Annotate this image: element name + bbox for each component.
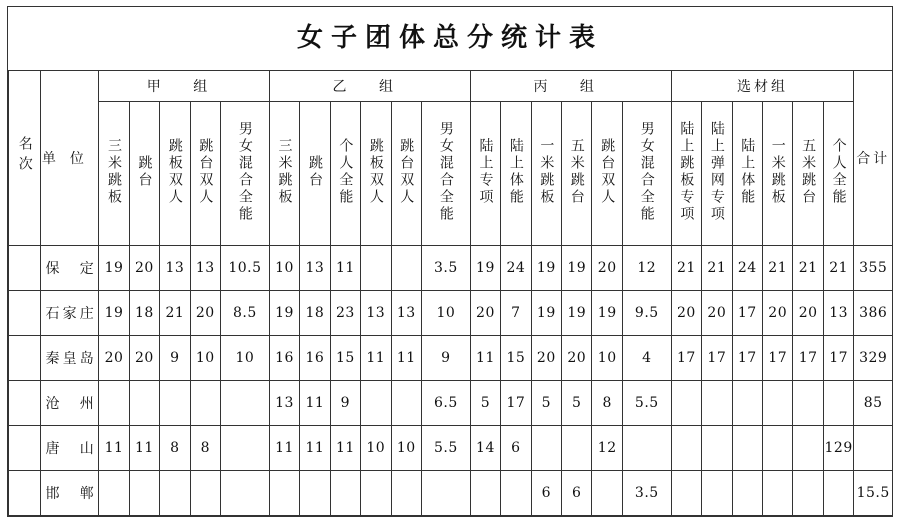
- event-header-label: 三米跳板: [276, 137, 293, 206]
- score-cell: [732, 381, 762, 426]
- score-cell: 20: [793, 291, 823, 336]
- score-cell: 13: [269, 381, 299, 426]
- score-cell: 5.5: [622, 381, 671, 426]
- event-header-xuancai-4: [793, 102, 823, 246]
- score-cell: 20: [129, 246, 159, 291]
- total-cell: 129: [823, 426, 854, 471]
- score-cell: 20: [702, 291, 732, 336]
- event-header-label: 跳台双人: [398, 137, 415, 206]
- score-cell: 19: [562, 246, 592, 291]
- score-cell: 19: [592, 291, 622, 336]
- total-header: 合计: [854, 71, 893, 246]
- score-cell: [823, 471, 854, 516]
- event-header-label: 陆上体能: [507, 137, 524, 206]
- score-cell: 6: [531, 471, 561, 516]
- score-cell: 11: [391, 336, 421, 381]
- score-cell: [531, 426, 561, 471]
- total-cell: 15.5: [854, 471, 893, 516]
- score-cell: 17: [823, 336, 854, 381]
- table-row: [9, 426, 893, 471]
- score-cell: 17: [671, 336, 701, 381]
- score-cell: 19: [470, 246, 500, 291]
- score-cell: 19: [99, 246, 129, 291]
- score-cell: 11: [470, 336, 500, 381]
- total-cell: 355: [854, 246, 893, 291]
- score-cell: 13: [361, 291, 391, 336]
- score-cell: 6: [501, 426, 531, 471]
- event-header-label: 跳台双人: [197, 137, 214, 206]
- score-cell: [732, 471, 762, 516]
- event-header-jia-4: [221, 102, 270, 246]
- event-header-bing-0: [470, 102, 500, 246]
- score-cell: 20: [129, 336, 159, 381]
- total-cell: 329: [854, 336, 893, 381]
- score-cell: 9.5: [622, 291, 671, 336]
- score-cell: 21: [763, 246, 793, 291]
- event-header-row: [9, 102, 893, 246]
- score-cell: 21: [702, 246, 732, 291]
- event-header-bing-4: [592, 102, 622, 246]
- score-cell: 10: [269, 246, 299, 291]
- event-header-bing-3: [562, 102, 592, 246]
- unit-cell: 邯 郸: [41, 471, 99, 516]
- score-cell: [190, 471, 220, 516]
- event-header-label: 跳台双人: [599, 137, 616, 206]
- score-cell: 13: [190, 246, 220, 291]
- total-cell: 386: [854, 291, 893, 336]
- score-cell: 19: [562, 291, 592, 336]
- score-cell: [732, 426, 762, 471]
- score-cell: 8.5: [221, 291, 270, 336]
- score-cell: [330, 471, 360, 516]
- score-cell: [129, 381, 159, 426]
- score-cell: 12: [592, 426, 622, 471]
- score-cell: 11: [99, 426, 129, 471]
- score-cell: 10: [190, 336, 220, 381]
- score-cell: 20: [671, 291, 701, 336]
- event-header-label: 男女混合全能: [437, 120, 454, 223]
- event-header-label: 一米跳板: [538, 137, 555, 206]
- event-header-label: 五米跳台: [568, 137, 585, 206]
- score-cell: 20: [562, 336, 592, 381]
- score-cell: [793, 426, 823, 471]
- score-cell: 10: [592, 336, 622, 381]
- event-header-xuancai-0: [671, 102, 701, 246]
- score-cell: [99, 471, 129, 516]
- event-header-jia-1: [129, 102, 159, 246]
- score-cell: [129, 471, 159, 516]
- group-jia-header: 甲 组: [99, 71, 270, 102]
- score-cell: 17: [732, 291, 762, 336]
- score-cell: 16: [300, 336, 330, 381]
- score-cell: [221, 381, 270, 426]
- score-cell: 17: [501, 381, 531, 426]
- score-cell: [562, 426, 592, 471]
- table-row: [9, 336, 893, 381]
- score-cell: 5: [531, 381, 561, 426]
- score-cell: 10: [391, 426, 421, 471]
- score-cell: [622, 426, 671, 471]
- rank-cell: [9, 291, 41, 336]
- group-xuancai-header: 选材组: [671, 71, 854, 102]
- score-cell: 10.5: [221, 246, 270, 291]
- unit-cell: 唐 山: [41, 426, 99, 471]
- score-cell: [592, 471, 622, 516]
- page-title: 女子团体总分统计表: [296, 23, 603, 53]
- event-header-label: 个人全能: [337, 137, 354, 206]
- event-header-bing-5: [622, 102, 671, 246]
- table-row: [9, 246, 893, 291]
- event-header-xuancai-1: [702, 102, 732, 246]
- score-cell: 24: [501, 246, 531, 291]
- event-header-yi-4: [391, 102, 421, 246]
- score-sheet: [7, 6, 893, 517]
- score-cell: 10: [361, 426, 391, 471]
- event-header-yi-5: [421, 102, 470, 246]
- event-header-xuancai-2: [732, 102, 762, 246]
- score-cell: [190, 381, 220, 426]
- score-cell: [160, 381, 190, 426]
- score-cell: 20: [190, 291, 220, 336]
- score-cell: 9: [160, 336, 190, 381]
- score-cell: 13: [160, 246, 190, 291]
- table-row: [9, 291, 893, 336]
- total-cell: 85: [854, 381, 893, 426]
- event-header-label: 一米跳板: [769, 137, 786, 206]
- score-cell: 9: [330, 381, 360, 426]
- group-header-row: [9, 71, 893, 102]
- score-cell: [300, 471, 330, 516]
- score-cell: 9: [421, 336, 470, 381]
- score-cell: [221, 471, 270, 516]
- score-cell: [763, 426, 793, 471]
- event-header-jia-3: [190, 102, 220, 246]
- score-cell: 24: [732, 246, 762, 291]
- score-cell: 3.5: [421, 246, 470, 291]
- event-header-label: 跳台: [136, 154, 153, 189]
- score-cell: 20: [592, 246, 622, 291]
- event-header-xuancai-5: [823, 102, 854, 246]
- score-cell: 11: [300, 426, 330, 471]
- score-cell: [269, 471, 299, 516]
- score-cell: 5: [562, 381, 592, 426]
- score-cell: [501, 471, 531, 516]
- unit-cell: 沧 州: [41, 381, 99, 426]
- score-cell: 17: [763, 336, 793, 381]
- score-cell: 11: [300, 381, 330, 426]
- event-header-label: 跳板双人: [166, 137, 183, 206]
- score-cell: [361, 471, 391, 516]
- score-cell: 21: [823, 246, 854, 291]
- score-cell: 20: [99, 336, 129, 381]
- score-cell: [793, 471, 823, 516]
- score-cell: 7: [501, 291, 531, 336]
- event-header-yi-3: [361, 102, 391, 246]
- score-cell: 17: [732, 336, 762, 381]
- event-header-label: 陆上专项: [477, 137, 494, 206]
- group-yi-header: 乙 组: [269, 71, 470, 102]
- table-row: [9, 471, 893, 516]
- score-cell: [361, 381, 391, 426]
- rank-cell: [9, 381, 41, 426]
- score-cell: 12: [622, 246, 671, 291]
- group-bing-header: 丙 组: [470, 71, 671, 102]
- table-row: [9, 381, 893, 426]
- score-cell: 13: [300, 246, 330, 291]
- score-cell: 19: [99, 291, 129, 336]
- unit-cell: 保 定: [41, 246, 99, 291]
- score-cell: [671, 381, 701, 426]
- score-cell: [702, 426, 732, 471]
- score-cell: 11: [330, 246, 360, 291]
- score-cell: 18: [129, 291, 159, 336]
- score-cell: 20: [531, 336, 561, 381]
- score-table: [8, 70, 893, 516]
- score-cell: 11: [269, 426, 299, 471]
- score-cell: 18: [300, 291, 330, 336]
- score-cell: 6.5: [421, 381, 470, 426]
- event-header-label: 跳台: [306, 154, 323, 189]
- score-cell: 15: [501, 336, 531, 381]
- score-cell: [763, 471, 793, 516]
- score-cell: 17: [793, 336, 823, 381]
- rank-cell: [9, 246, 41, 291]
- score-cell: 8: [592, 381, 622, 426]
- event-header-label: 陆上弹网专项: [708, 120, 725, 223]
- score-cell: [702, 471, 732, 516]
- score-cell: [221, 426, 270, 471]
- score-cell: 10: [421, 291, 470, 336]
- score-cell: [391, 471, 421, 516]
- event-header-label: 陆上跳板专项: [678, 120, 695, 223]
- event-header-label: 男女混合全能: [638, 120, 655, 223]
- score-cell: [99, 381, 129, 426]
- event-header-yi-1: [300, 102, 330, 246]
- score-cell: 6: [562, 471, 592, 516]
- score-cell: 19: [531, 291, 561, 336]
- score-cell: 19: [269, 291, 299, 336]
- score-cell: [361, 246, 391, 291]
- event-header-label: 个人全能: [830, 137, 847, 206]
- score-cell: 21: [160, 291, 190, 336]
- score-cell: 13: [823, 291, 854, 336]
- score-cell: [391, 246, 421, 291]
- event-header-label: 跳板双人: [367, 137, 384, 206]
- event-header-label: 陆上体能: [739, 137, 756, 206]
- score-cell: [470, 471, 500, 516]
- score-cell: 8: [160, 426, 190, 471]
- rank-cell: [9, 426, 41, 471]
- score-cell: [160, 471, 190, 516]
- score-cell: 8: [190, 426, 220, 471]
- event-header-yi-0: [269, 102, 299, 246]
- event-header-label: 三米跳板: [106, 137, 122, 206]
- event-header-label: 男女混合全能: [236, 120, 253, 223]
- event-header-bing-2: [531, 102, 561, 246]
- score-cell: 14: [470, 426, 500, 471]
- score-cell: 19: [531, 246, 561, 291]
- score-cell: 11: [129, 426, 159, 471]
- event-header-yi-2: [330, 102, 360, 246]
- score-cell: 5: [470, 381, 500, 426]
- unit-header: 单位: [41, 71, 99, 246]
- score-cell: 5.5: [421, 426, 470, 471]
- score-cell: 15: [330, 336, 360, 381]
- score-cell: [823, 381, 854, 426]
- score-cell: [671, 426, 701, 471]
- score-cell: 23: [330, 291, 360, 336]
- score-cell: 20: [763, 291, 793, 336]
- score-cell: [793, 381, 823, 426]
- score-cell: 11: [330, 426, 360, 471]
- score-cell: 10: [221, 336, 270, 381]
- unit-cell: 秦皇岛: [41, 336, 99, 381]
- score-cell: 11: [361, 336, 391, 381]
- score-cell: 20: [470, 291, 500, 336]
- event-header-jia-0: [99, 102, 129, 246]
- score-cell: [702, 381, 732, 426]
- score-cell: 21: [793, 246, 823, 291]
- score-cell: 17: [702, 336, 732, 381]
- score-cell: 4: [622, 336, 671, 381]
- event-header-jia-2: [160, 102, 190, 246]
- score-cell: 3.5: [622, 471, 671, 516]
- rank-cell: [9, 336, 41, 381]
- score-cell: [671, 471, 701, 516]
- event-header-label: 五米跳台: [800, 137, 817, 206]
- unit-cell: 石家庄: [41, 291, 99, 336]
- event-header-xuancai-3: [763, 102, 793, 246]
- score-cell: [421, 471, 470, 516]
- rank-cell: [9, 471, 41, 516]
- score-cell: 16: [269, 336, 299, 381]
- score-cell: 13: [391, 291, 421, 336]
- rank-header: 名次: [9, 71, 41, 246]
- score-cell: 21: [671, 246, 701, 291]
- event-header-bing-1: [501, 102, 531, 246]
- score-cell: [763, 381, 793, 426]
- score-cell: [391, 381, 421, 426]
